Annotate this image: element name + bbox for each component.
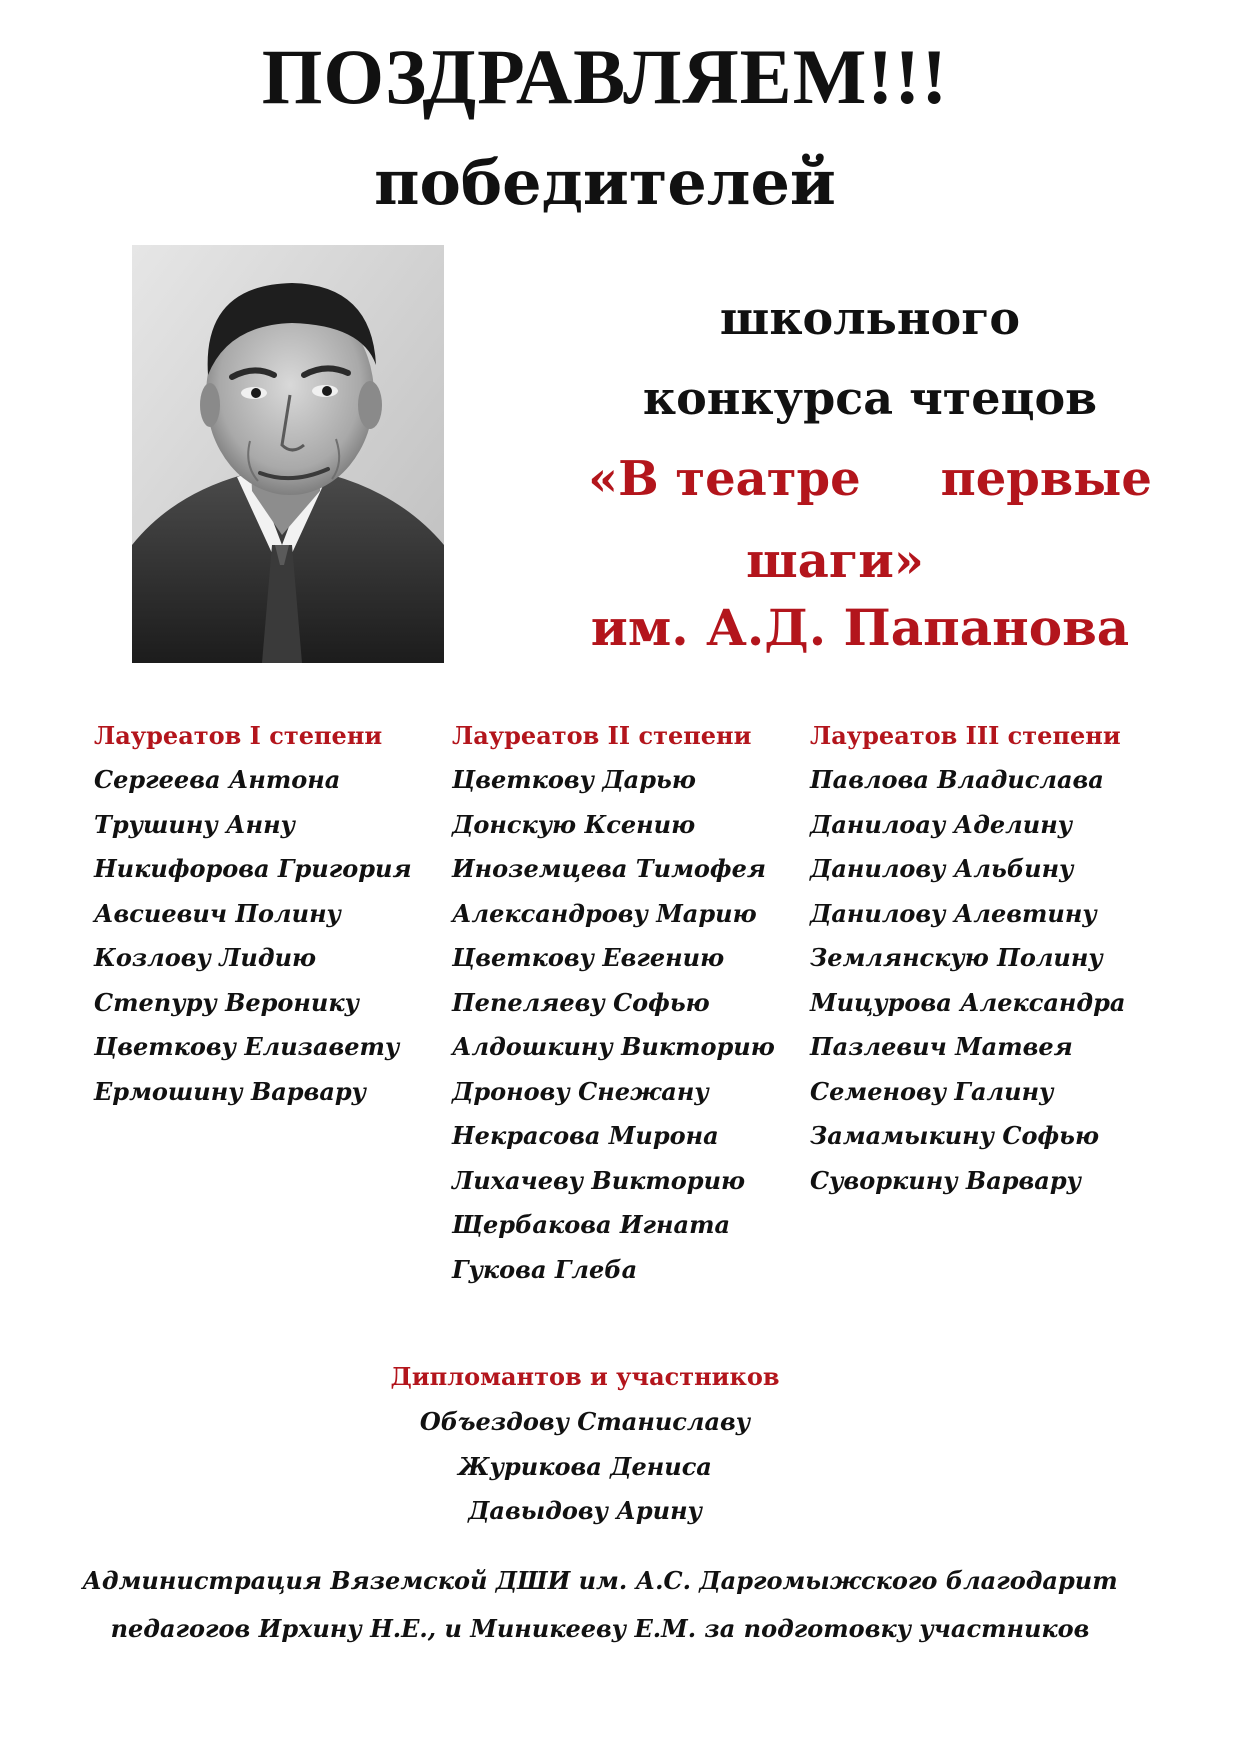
list-item: Данилоау Аделину — [810, 809, 1073, 839]
footer-line-1: Администрация Вяземской ДШИ им. А.С. Даргомыжского благодарит — [82, 1566, 1118, 1595]
list-item: Семенову Галину — [810, 1076, 1054, 1106]
list-item: Мицурова Александра — [810, 987, 1126, 1017]
list-item: Цветкову Елизавету — [94, 1032, 400, 1061]
list-item: Сергеева Антона — [94, 765, 341, 794]
list-item: Александрову Марию — [452, 898, 757, 928]
diplomas-section — [0, 1354, 1205, 1534]
list-item: Землянскую Полину — [810, 943, 1103, 972]
list-item: Давыдову Арину — [468, 1496, 702, 1525]
list-item: Цветкову Евгению — [452, 943, 725, 972]
event-contest-name — [560, 451, 1180, 507]
list-item: Пепеляеву Софью — [452, 987, 710, 1017]
laureates-column-2 — [452, 714, 775, 1292]
list-item: Объездову Станиславу — [419, 1407, 751, 1436]
list-item: Пазлевич Матвея — [810, 1032, 1073, 1061]
list-item: Никифорова Григория — [94, 854, 412, 883]
list-item: Данилову Альбину — [810, 854, 1074, 883]
footer-line-2: педагогов Ирхину Н.Е., и Миникееву Е.М. за подготовку участников — [110, 1614, 1090, 1643]
event-line-2: конкурса чтецов — [642, 371, 1098, 425]
list-item: Степуру Веронику — [94, 987, 359, 1017]
list-item: Павлова Владислава — [810, 765, 1104, 794]
event-contest-name-cont: шаги» — [746, 533, 924, 589]
list-item: Дронову Снежану — [452, 1076, 709, 1106]
event-line-1: школьного — [719, 291, 1021, 345]
list-item: Иноземцева Тимофея — [452, 854, 766, 883]
portrait-photo — [132, 245, 444, 663]
list-item: Журикова Дениса — [458, 1451, 712, 1481]
list-item: Замамыкину Софью — [810, 1121, 1099, 1150]
list-item: Козлову Лидию — [94, 943, 317, 972]
list-item: Трушину Анну — [94, 809, 295, 839]
laureates-column-1 — [94, 714, 412, 1114]
contest-name-part-1: «В театре — [588, 451, 861, 507]
diplomas-heading: Дипломантов и участников — [390, 1362, 780, 1391]
event-honoree: им. А.Д. Папанова — [590, 598, 1130, 657]
column-heading: Лауреатов II степени — [452, 721, 752, 750]
list-item: Гукова Глеба — [452, 1254, 638, 1284]
list-item: Ермошину Варвару — [94, 1076, 367, 1106]
page-subtitle: победителей — [374, 146, 836, 219]
list-item: Алдошкину Викторию — [452, 1032, 775, 1061]
list-item: Суворкину Варвару — [810, 1165, 1081, 1195]
list-item: Щербакова Игната — [452, 1210, 731, 1239]
list-item: Цветкову Дарью — [452, 765, 696, 794]
list-item: Авсиевич Полину — [94, 898, 341, 928]
column-heading: Лауреатов III степени — [810, 721, 1121, 750]
column-heading: Лауреатов I степени — [94, 721, 383, 750]
list-item: Данилову Алевтину — [810, 898, 1097, 928]
contest-name-part-2: первые — [940, 451, 1152, 507]
laureates-column-3 — [810, 714, 1125, 1203]
page-title: ПОЗДРАВЛЯЕМ!!! — [261, 33, 949, 120]
list-item: Донскую Ксению — [452, 809, 696, 839]
list-item: Некрасова Мирона — [452, 1121, 719, 1150]
list-item: Лихачеву Викторию — [452, 1165, 746, 1195]
